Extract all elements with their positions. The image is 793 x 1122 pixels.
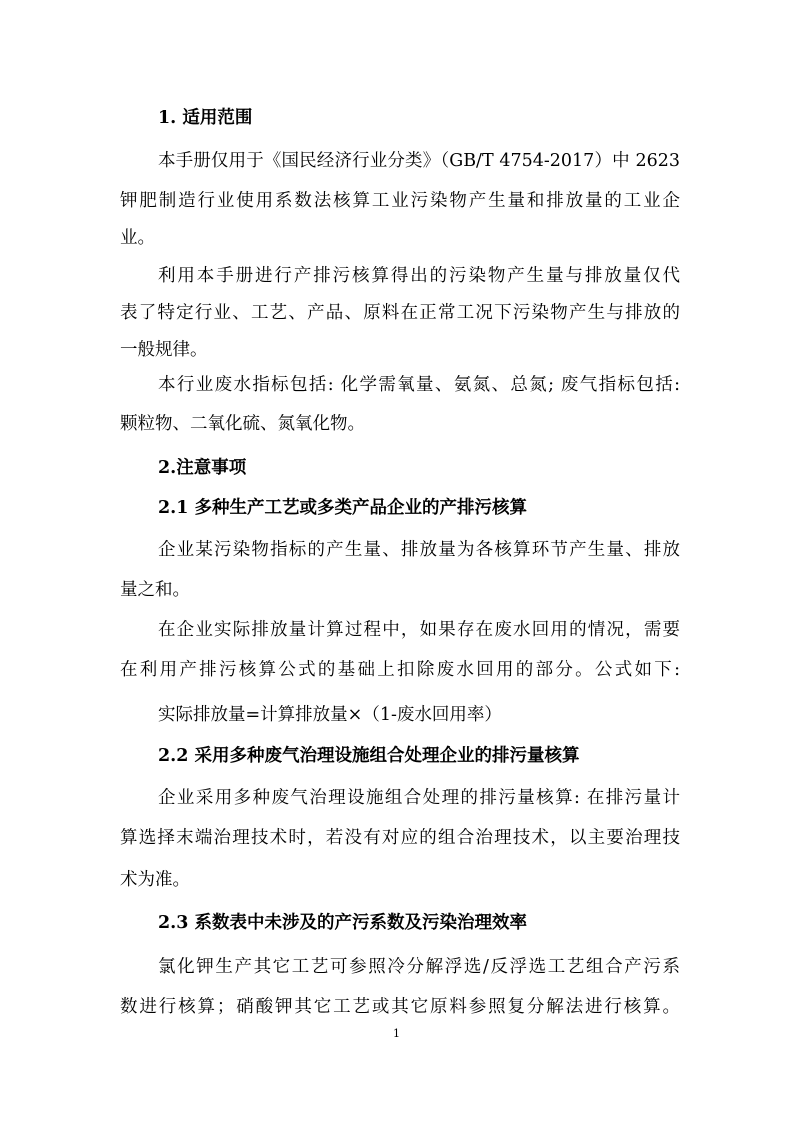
section-1-heading: 1. 适用范围	[158, 108, 253, 128]
paragraph-line: 算选择末端治理技术时，若没有对应的组合治理技术，以主要治理技	[120, 828, 680, 848]
section-2-1-heading: 2.1 多种生产工艺或多类产品企业的产排污核算	[158, 498, 528, 518]
paragraph-line: 业。	[120, 228, 155, 248]
section-2-3-heading: 2.3 系数表中未涉及的产污系数及污染治理效率	[158, 913, 528, 933]
paragraph-line: 在企业实际排放量计算过程中，如果存在废水回用的情况，需要	[158, 620, 680, 640]
paragraph-line: 本行业废水指标包括: 化学需氧量、氨氮、总氮; 废气指标包括:	[158, 375, 680, 395]
paragraph-line: 本手册仅用于《国民经济行业分类》（GB/T 4754-2017）中 2623	[158, 151, 680, 171]
paragraph-line: 一般规律。	[120, 340, 208, 360]
paragraph-line: 企业某污染物指标的产生量、排放量为各核算环节产生量、排放	[158, 540, 680, 560]
paragraph-line: 表了特定行业、工艺、产品、原料在正常工况下污染物产生与排放的	[120, 303, 680, 323]
paragraph-line: 在利用产排污核算公式的基础上扣除废水回用的部分。公式如下:	[120, 660, 680, 680]
section-2-heading: 2.注意事项	[158, 458, 247, 478]
paragraph-line: 数进行核算；硝酸钾其它工艺或其它原料参照复分解法进行核算。	[120, 997, 680, 1017]
formula-line: 实际排放量=计算排放量×（1-废水回用率）	[158, 705, 502, 725]
page-number: 1	[393, 1027, 400, 1040]
paragraph-line: 氯化钾生产其它工艺可参照冷分解浮选/反浮选工艺组合产污系	[158, 957, 680, 977]
section-2-2-heading: 2.2 采用多种废气治理设施组合处理企业的排污量核算	[158, 746, 580, 766]
paragraph-line: 量之和。	[120, 580, 190, 600]
paragraph-line: 术为准。	[120, 870, 190, 890]
paragraph-line: 企业采用多种废气治理设施组合处理的排污量核算: 在排污量计	[158, 788, 680, 808]
paragraph-line: 颗粒物、二氧化硫、氮氧化物。	[120, 414, 365, 434]
paragraph-line: 钾肥制造行业使用系数法核算工业污染物产生量和排放量的工业企	[120, 191, 680, 211]
paragraph-line: 利用本手册进行产排污核算得出的污染物产生量与排放量仅代	[158, 266, 680, 286]
